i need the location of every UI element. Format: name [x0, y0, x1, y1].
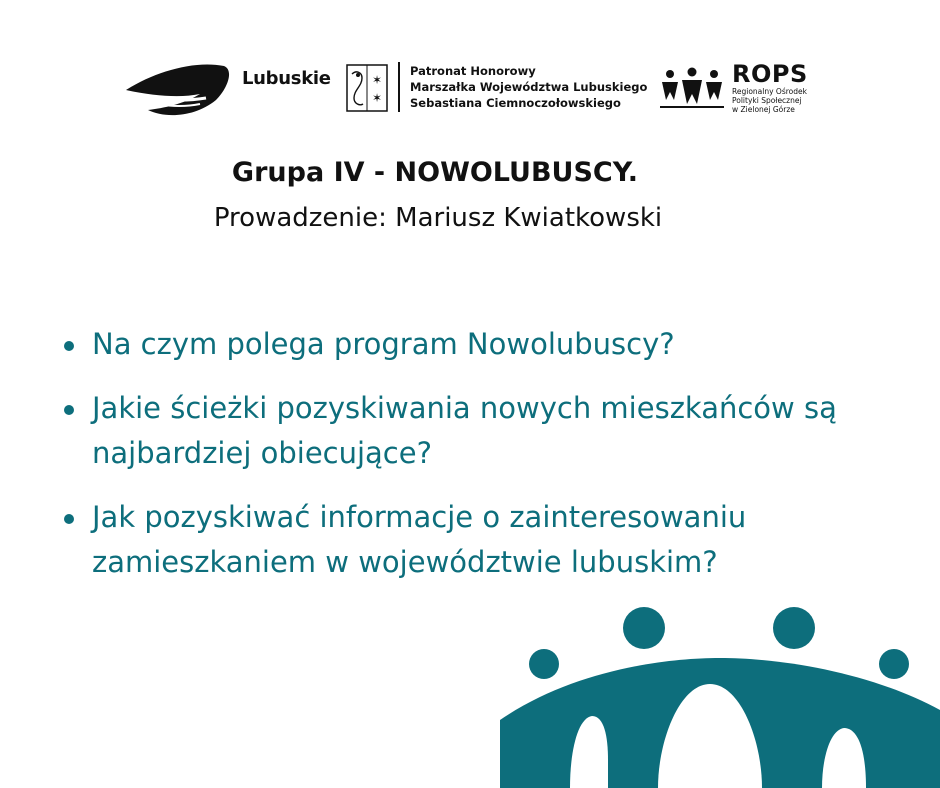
- question-list: [62, 322, 862, 604]
- rops-sub-line: Regionalny Ośrodek: [732, 87, 807, 96]
- people-arch-decoration: [500, 600, 940, 788]
- patronat-line: Patronat Honorowy: [410, 64, 536, 78]
- coat-of-arms-icon: [346, 64, 388, 112]
- rops-title: ROPS: [732, 60, 808, 88]
- page-subtitle: Prowadzenie: Mariusz Kwiatkowski: [213, 203, 663, 233]
- lubuskie-label: Lubuskie: [242, 68, 331, 89]
- bullet-icon: [64, 405, 74, 415]
- page-title: Grupa IV - NOWOLUBUSCY.: [231, 157, 639, 188]
- lubuskie-swoosh-icon: [124, 60, 234, 120]
- bullet-icon: [64, 341, 74, 351]
- rops-sub-line: Polityki Społecznej: [732, 96, 802, 105]
- rops-sub-line: w Zielonej Górze: [732, 105, 795, 114]
- question-item: [62, 386, 862, 476]
- rops-subtitle: [732, 87, 807, 114]
- question-text: Jakie ścieżki pozyskiwania nowych mieszkańców są najbardziej obiecujące?: [92, 391, 837, 470]
- patronat-line: Sebastiana Ciemnoczołowskiego: [410, 96, 621, 110]
- question-item: [62, 495, 862, 585]
- question-text: Na czym polega program Nowolubuscy?: [92, 327, 675, 361]
- svg-text:✶: ✶: [371, 73, 383, 87]
- patronat-line: Marszałka Województwa Lubuskiego: [410, 80, 648, 94]
- rops-people-icon: [660, 66, 724, 110]
- logo-bar: [0, 0, 940, 140]
- bullet-icon: [64, 514, 74, 524]
- logo-divider: [398, 62, 400, 112]
- svg-text:✶: ✶: [371, 91, 383, 105]
- question-item: [62, 322, 862, 367]
- question-text: Jak pozyskiwać informacje o zainteresowaniu zamieszkaniem w województwie lubuskim?: [92, 500, 747, 579]
- patronat-text: [410, 63, 647, 111]
